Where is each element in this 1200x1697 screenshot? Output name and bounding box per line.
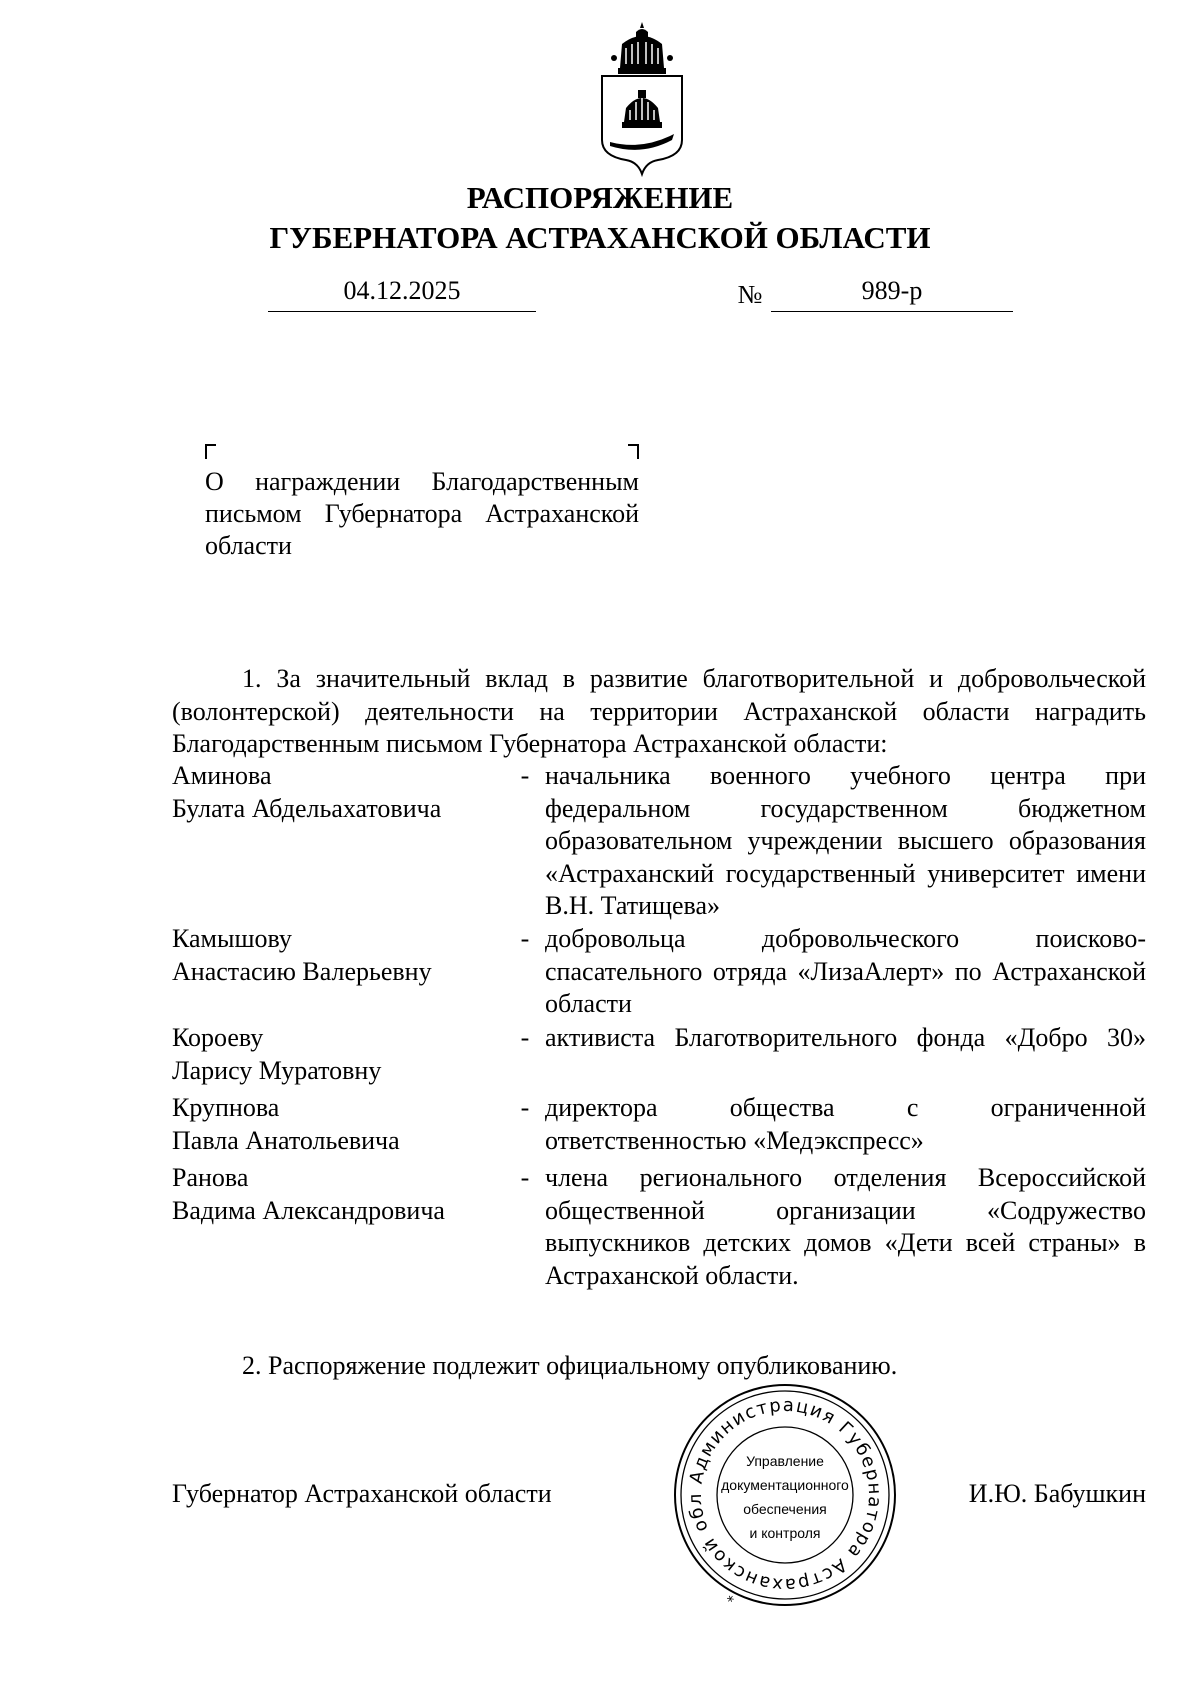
list-dash: - xyxy=(520,924,530,953)
awardee-surname: Короеву xyxy=(172,1023,264,1052)
signatory-name: И.Ю. Бабушкин xyxy=(968,1479,1146,1508)
issuer-title: ГУБЕРНАТОРА АСТРАХАНСКОЙ ОБЛАСТИ xyxy=(269,220,931,255)
awardee-given-name: Анастасию Валерьевну xyxy=(172,956,432,986)
list-dash: - xyxy=(520,1093,530,1122)
stamp-ring-text: Администрация Губернатора Астраханской обл xyxy=(684,1394,886,1596)
document-date: 04.12.2025 xyxy=(343,276,461,305)
number-label: № xyxy=(737,280,763,309)
awardee-given-name: Вадима Александровича xyxy=(172,1195,445,1225)
document-type-title: РАСПОРЯЖЕНИЕ xyxy=(466,180,734,215)
official-stamp xyxy=(672,1382,898,1608)
document-number: 989-р xyxy=(861,276,923,305)
document-subject: О награждении Благодарственным письмом Губернатора Астраханской области xyxy=(205,467,639,560)
date-underline xyxy=(268,311,536,312)
subject-block xyxy=(205,444,639,562)
coat-of-arms-icon xyxy=(596,18,688,178)
awardee-position: члена регионального отделения Всероссийской общественной организации «Содружество выпускников детских домов «Дети всей страны» в Астраханской области. xyxy=(545,1163,1146,1290)
awardee-surname: Крупнова xyxy=(172,1093,280,1122)
awardee-position: активиста Благотворительного фонда «Добро 30» xyxy=(545,1023,1146,1052)
awardee-given-name: Павла Анатольевича xyxy=(172,1125,400,1155)
awardee-given-name: Ларису Муратовну xyxy=(172,1055,382,1085)
item-1-intro: 1. За значительный вклад в развитие благотворительной и добровольческой (волонтерской) деятельности на территории Астраханской области наградить Благодарственным письмом Губернатора Астраханской области: xyxy=(172,664,1146,758)
awardee-name xyxy=(172,1092,502,1157)
number-underline xyxy=(771,311,1013,312)
item-2: 2. Распоряжение подлежит официальному опубликованию. xyxy=(242,1351,898,1380)
awardee-given-name: Булата Абдельахатовича xyxy=(172,793,442,823)
awardee-surname: Аминова xyxy=(172,761,272,790)
awardee-name xyxy=(172,923,502,988)
stamp-inner-line-3: обеспечения xyxy=(743,1501,827,1517)
stamp-inner-line-4: и контроля xyxy=(749,1525,821,1541)
awardee-position: добровольца добровольческого поисково-спасательного отряда «ЛизаАлерт» по Астраханской области xyxy=(545,924,1146,1018)
awardee-position: директора общества с ограниченной ответственностью «Медэкспресс» xyxy=(545,1093,1146,1155)
awardee-name xyxy=(172,760,502,825)
bracket-corner-left xyxy=(205,444,216,459)
stamp-star-icon: * xyxy=(725,1593,738,1608)
list-dash: - xyxy=(520,1163,530,1192)
list-dash: - xyxy=(520,1023,530,1052)
bracket-corner-right xyxy=(628,444,639,459)
awardee-name xyxy=(172,1162,502,1227)
stamp-inner-line-2: документационного xyxy=(721,1477,849,1493)
awardee-surname: Ранова xyxy=(172,1163,249,1192)
awardee-name xyxy=(172,1022,502,1087)
awardee-surname: Камышову xyxy=(172,924,292,953)
stamp-inner-line-1: Управление xyxy=(746,1453,824,1469)
awardee-position: начальника военного учебного центра при федеральном государственном бюджетном образовательном учреждении высшего образования «Астраханский государственный университет имени В.Н. Татищева» xyxy=(545,761,1146,920)
list-dash: - xyxy=(520,761,530,790)
signatory-position: Губернатор Астраханской области xyxy=(172,1479,552,1508)
